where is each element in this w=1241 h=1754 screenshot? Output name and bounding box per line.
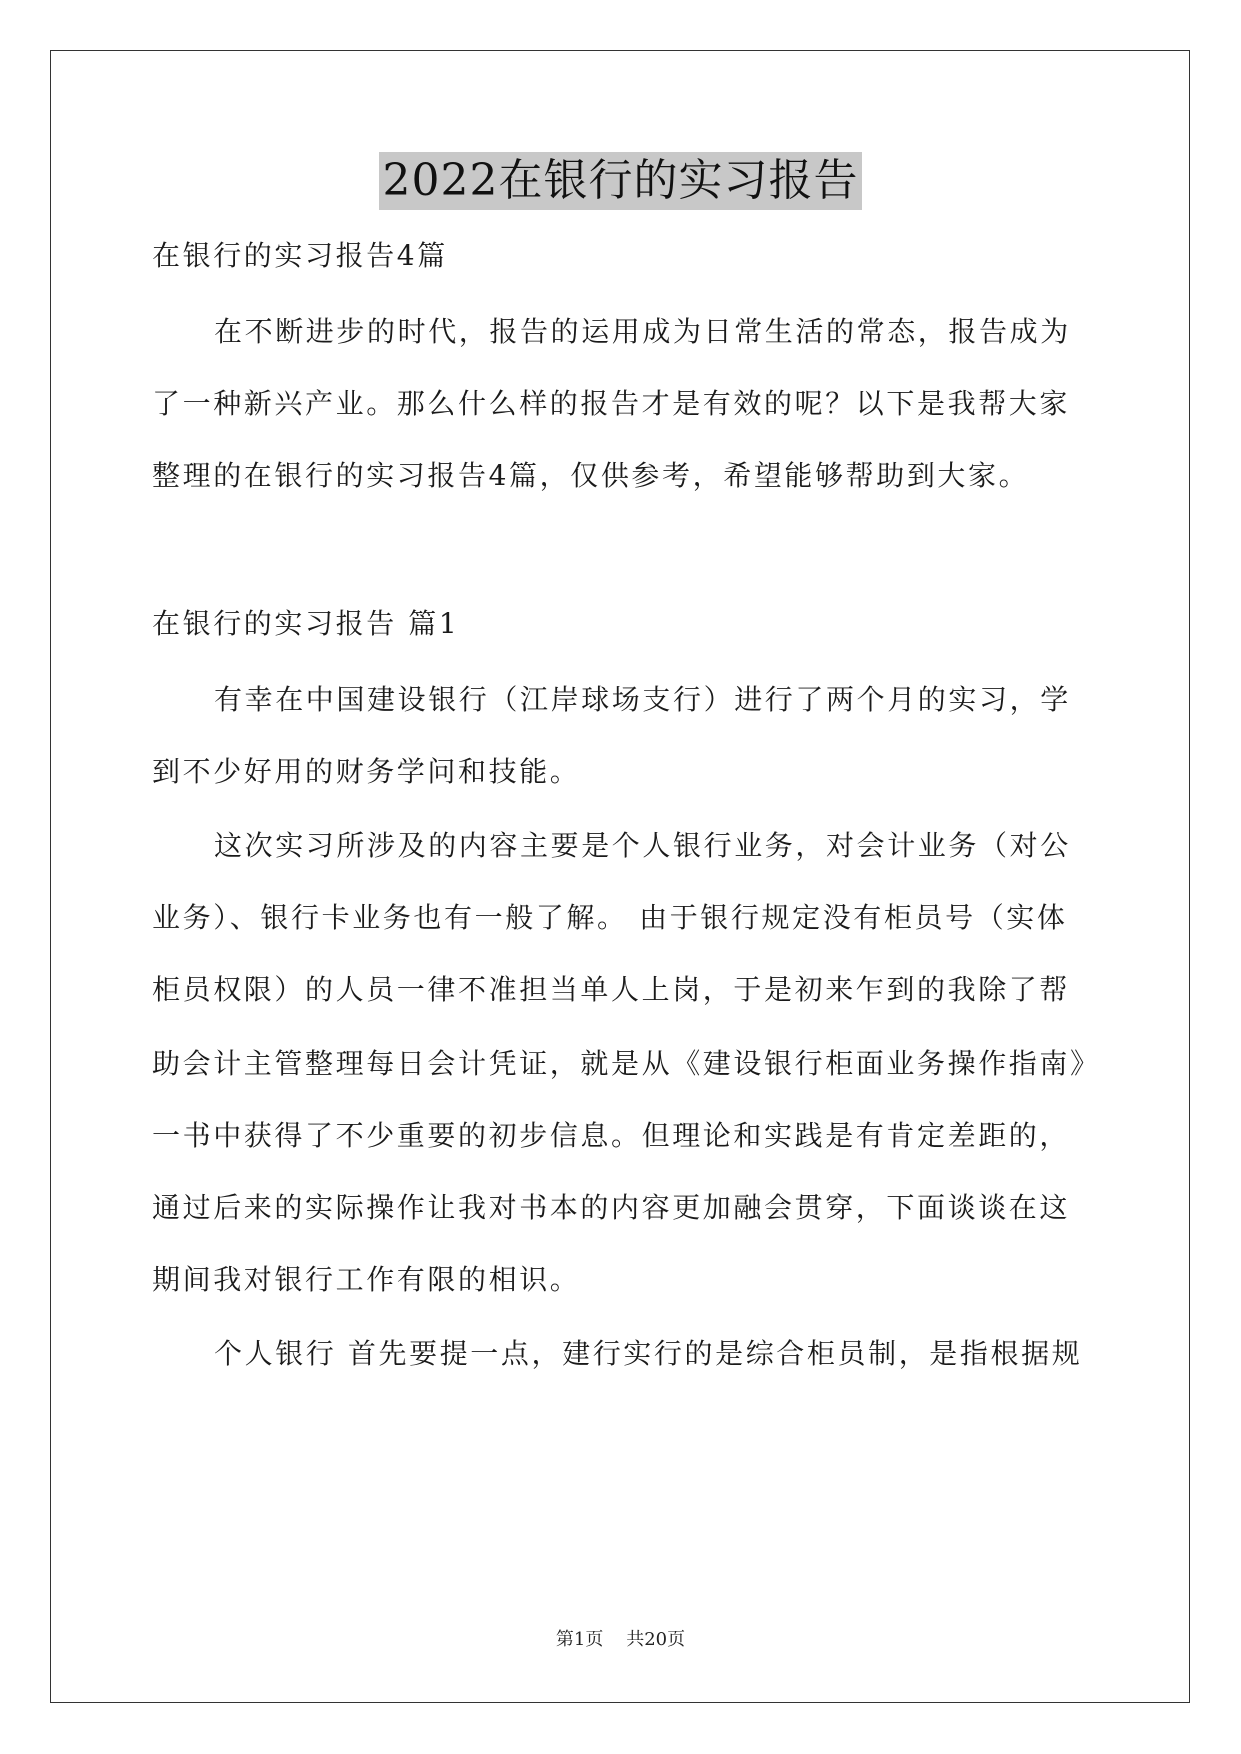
paragraph-line: 了一种新兴产业。那么什么样的报告才是有效的呢？以下是我帮大家 [152, 387, 1071, 420]
paragraph-line: 助会计主管整理每日会计凭证，就是从《建设银行柜面业务操作指南》 [152, 1047, 1101, 1080]
paragraph-line: 个人银行 首先要提一点，建行实行的是综合柜员制，是指根据规 [214, 1337, 1083, 1370]
paragraph-line: 通过后来的实际操作让我对书本的内容更加融会贯穿，下面谈谈在这 [152, 1191, 1071, 1224]
paragraph-line: 有幸在中国建设银行（江岸球场支行）进行了两个月的实习，学 [214, 683, 1071, 716]
document-title: 2022在银行的实习报告 [379, 152, 863, 210]
page-footer [0, 1628, 1241, 1652]
paragraph-line: 柜员权限）的人员一律不准担当单人上岗，于是初来乍到的我除了帮 [152, 973, 1071, 1006]
page-border [50, 50, 1190, 1703]
page-total: 共20页 [626, 1629, 686, 1650]
title-container [0, 152, 1241, 210]
section-heading: 在银行的实习报告 篇1 [152, 607, 460, 640]
paragraph-line: 到不少好用的财务学问和技能。 [152, 755, 581, 788]
subtitle-line: 在银行的实习报告4篇 [152, 239, 448, 272]
page-number: 第1页 [555, 1629, 604, 1650]
paragraph-line: 业务）、银行卡业务也有一般了解。 由于银行规定没有柜员号（实体 [152, 901, 1068, 934]
paragraph-line: 一书中获得了不少重要的初步信息。但理论和实践是有肯定差距的， [152, 1119, 1071, 1152]
paragraph-line: 在不断进步的时代，报告的运用成为日常生活的常态，报告成为 [214, 315, 1071, 348]
paragraph-line: 期间我对银行工作有限的相识。 [152, 1263, 581, 1296]
paragraph-line: 整理的在银行的实习报告4篇，仅供参考，希望能够帮助到大家。 [152, 459, 1030, 492]
paragraph-line: 这次实习所涉及的内容主要是个人银行业务，对会计业务（对公 [214, 829, 1071, 862]
